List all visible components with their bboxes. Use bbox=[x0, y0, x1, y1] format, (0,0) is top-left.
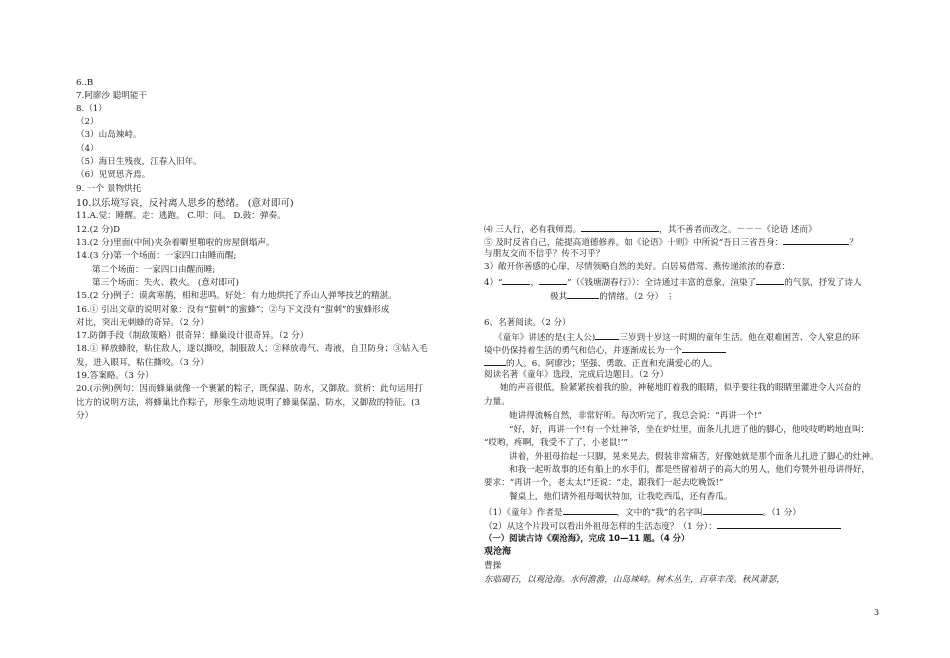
text: ？ bbox=[849, 238, 858, 248]
answer-line: 18.① 释放蜂胶，粘住敌人，遂以撕咬，制服敌人；②释放毒气、毒液，自卫防身；③钻入毛 bbox=[76, 344, 428, 354]
line-r11: 阅读名著《童年》选段，完成后边题目。（2 分） bbox=[484, 370, 669, 380]
text: （2）从这个片段可以看出外祖母怎样的生活态度？（1 分）： bbox=[484, 522, 717, 532]
answer-line: （2） bbox=[76, 117, 99, 127]
text: 三岁到十岁这一时期的童年生活。他在艰难困苦、令人窒息的环 bbox=[619, 333, 860, 343]
text: 的气氛，抒发了诗人 bbox=[784, 278, 862, 288]
line-r12: 她的声音很低，脸紧紧挨着我的脸，神秘地盯着我的眼睛，似乎要往我的眼睛里灌进令人兴奋的 bbox=[500, 383, 861, 393]
answer-line: 11.A.觉：睡醒。走：逃跑。 C.叩：问。 D.鼓：弹奏。 bbox=[76, 211, 286, 221]
answer-line: 6..B bbox=[76, 78, 94, 88]
answer-blank[interactable] bbox=[703, 506, 763, 515]
text: ，其不善者而改之。－－－《论语 述而》 bbox=[659, 225, 817, 235]
text: 极其 bbox=[550, 292, 568, 302]
line-r4: 3）敞开你善感的心扉，尽情领略自然的美好。白居易借莺、燕传递浓浓的春意： bbox=[484, 262, 791, 272]
line-r20: 餐桌上，他们请外祖母喝伏特加，让我吃西瓜，还有香瓜。 bbox=[509, 492, 733, 502]
line-r2 bbox=[484, 236, 858, 249]
answer-blank[interactable] bbox=[539, 276, 567, 285]
line-r22 bbox=[484, 520, 841, 533]
answer-line: 第二个场面：一家四口由醒而睡; bbox=[92, 265, 216, 275]
answer-line: 16.① 引出文章的说明对象：没有“蜇刺”的蜜蜂”；②与下文没有“蜇刺”的蜜蜂形成 bbox=[76, 305, 390, 315]
line-r19: 要求：“再讲一个，老太太!”还说：“走，跟我们一起去吃晚饭!” bbox=[484, 478, 724, 488]
text: ⑷ 三人行，必有我师焉。 bbox=[484, 225, 582, 235]
answer-blank[interactable] bbox=[682, 344, 726, 353]
text: （1）《童年》作者是 bbox=[484, 508, 563, 518]
answer-line: 15.(2 分)例子：谟禽寒鹊，相和悲鸣。好处：有力地烘托了乔山人弹琴技艺的精湛。 bbox=[76, 291, 397, 301]
answer-blank[interactable] bbox=[581, 223, 659, 232]
poem-title: 观沧海 bbox=[484, 547, 512, 557]
answer-blank[interactable] bbox=[502, 276, 530, 285]
line-r7: 6、名著阅读。（2 分） bbox=[484, 318, 571, 328]
line-r10 bbox=[484, 357, 718, 370]
answer-line: 发，进入眼耳，粘住撕咬。（3 分） bbox=[76, 358, 209, 368]
answer-line: 比方的说明方法，将蜂巢比作粽子，形象生动地说明了蜂巢保温、防水，又御敌的特征。(3 bbox=[76, 398, 420, 408]
answer-blank[interactable] bbox=[783, 236, 849, 245]
answer-line: （4） bbox=[76, 144, 99, 154]
cursor-mark: ⋮ bbox=[663, 292, 675, 302]
text: ”（《钱塘湖春行》）：全诗通过丰富的意象，渲染了 bbox=[567, 278, 757, 288]
line-r21 bbox=[484, 506, 801, 519]
answer-line: 分） bbox=[76, 411, 94, 421]
answer-line: 19.答案略。（3 分） bbox=[76, 371, 154, 381]
answer-line: 对比，突出无刺蜂的奇异。（2 分） bbox=[76, 318, 209, 328]
answer-line: （5）海日生残夜，江春入旧年。 bbox=[76, 157, 202, 167]
line-r13: 力量。 bbox=[484, 397, 510, 407]
answer-line: 20.(示例)例句：因而蜂巢就像一个裹紧的粽子，既保温、防水，又御敌。赏析：此句运用打 bbox=[76, 384, 423, 394]
text: 境中仍保持着生活的勇气和信心，并逐渐成长为一个 bbox=[484, 346, 682, 356]
line-r16: “哎哟，疼啊，我受不了了，小老鼠!’” bbox=[484, 438, 628, 448]
line-r5 bbox=[484, 276, 862, 289]
text: ⑤ 及时反省自己，能提高道德修养。如《论语》十则》中所说“吾日三省吾身： bbox=[484, 238, 784, 248]
line-r8 bbox=[494, 331, 860, 344]
answer-blank[interactable] bbox=[717, 520, 841, 529]
text: ， bbox=[530, 278, 540, 288]
answer-line: 17.防御手段（制敌策略）很奇异：蜂巢设计很奇异。（2 分） bbox=[76, 331, 309, 341]
poem-author: 曹操 bbox=[484, 561, 502, 571]
answer-line: 9. 一个 景物烘托 bbox=[76, 184, 142, 194]
text: 。（1 分） bbox=[762, 508, 801, 518]
answer-line: 14.(3 分)第一个场面：一家四口由睡而醒; bbox=[76, 251, 237, 261]
answer-blank[interactable] bbox=[563, 506, 617, 515]
answer-line: 8.（1） bbox=[76, 104, 107, 114]
line-r17: 讲着，外祖母抬起一只脚，晃来晃去，假装非常痛苦，好像她就是那个面条儿扎进了脚心的灶神。 bbox=[509, 452, 879, 462]
answer-blank[interactable] bbox=[595, 331, 619, 340]
text: 的情绪。（2 分） bbox=[599, 292, 664, 302]
line-r18: 和我一起听故事的还有船上的水手们，都是些留着胡子的高大的男人，他们夸赞外祖母讲得好， bbox=[509, 465, 870, 475]
line-r1 bbox=[484, 223, 817, 236]
answer-line: （3）山岛竦峙。 bbox=[76, 130, 142, 140]
answer-blank[interactable] bbox=[567, 290, 599, 299]
text: 4）“ bbox=[484, 278, 503, 288]
answer-line: （6）见贤思齐焉。 bbox=[76, 170, 151, 180]
poem-line: 东临碣石，以观沧海。水何澹澹，山岛竦峙。树木丛生，百草丰茂。秋风萧瑟， bbox=[484, 575, 785, 585]
line-r14: 她讲得流畅自然，非常好听。每次听完了，我总会说：“再讲一个!” bbox=[509, 411, 762, 421]
page-number: 3 bbox=[874, 608, 880, 617]
text: ，文中的“我”的名字叫 bbox=[616, 508, 703, 518]
line-r3: 与朋友交而不信乎？传不习乎？ bbox=[484, 249, 605, 259]
line-r15: “好，好，再讲一个!有一个灶神爷，坐在炉灶里，面条儿扎进了他的脚心，他吱吱哟哟地直叫： bbox=[509, 425, 870, 435]
text: 的人。6、阿廖沙；坚强、勇敢、正直和充满爱心的人。 bbox=[506, 359, 718, 369]
answer-blank[interactable] bbox=[756, 276, 784, 285]
answer-line: 10.以乐境写哀，反衬离人思乡的愁绪。 (意对即可) bbox=[76, 198, 294, 209]
section-heading: （一）阅读古诗《观沧海》，完成 10—11 题。（4 分） bbox=[484, 533, 690, 543]
answer-line: 第三个场面：失火、救火。 (意对即可) bbox=[92, 278, 239, 288]
line-r9 bbox=[484, 344, 726, 357]
answer-blank[interactable] bbox=[484, 357, 506, 366]
answer-line: 13.(2 分)里面(中间)夹杂着噼里啪啦的房屋倒塌声。 bbox=[76, 238, 275, 248]
text: 《童年》讲述的是(主人公) bbox=[494, 333, 596, 343]
answer-line: 7.阿廖沙 聪明能干 bbox=[76, 91, 148, 101]
answer-line: 12.(2 分)D bbox=[76, 225, 121, 235]
line-r6 bbox=[550, 290, 675, 303]
